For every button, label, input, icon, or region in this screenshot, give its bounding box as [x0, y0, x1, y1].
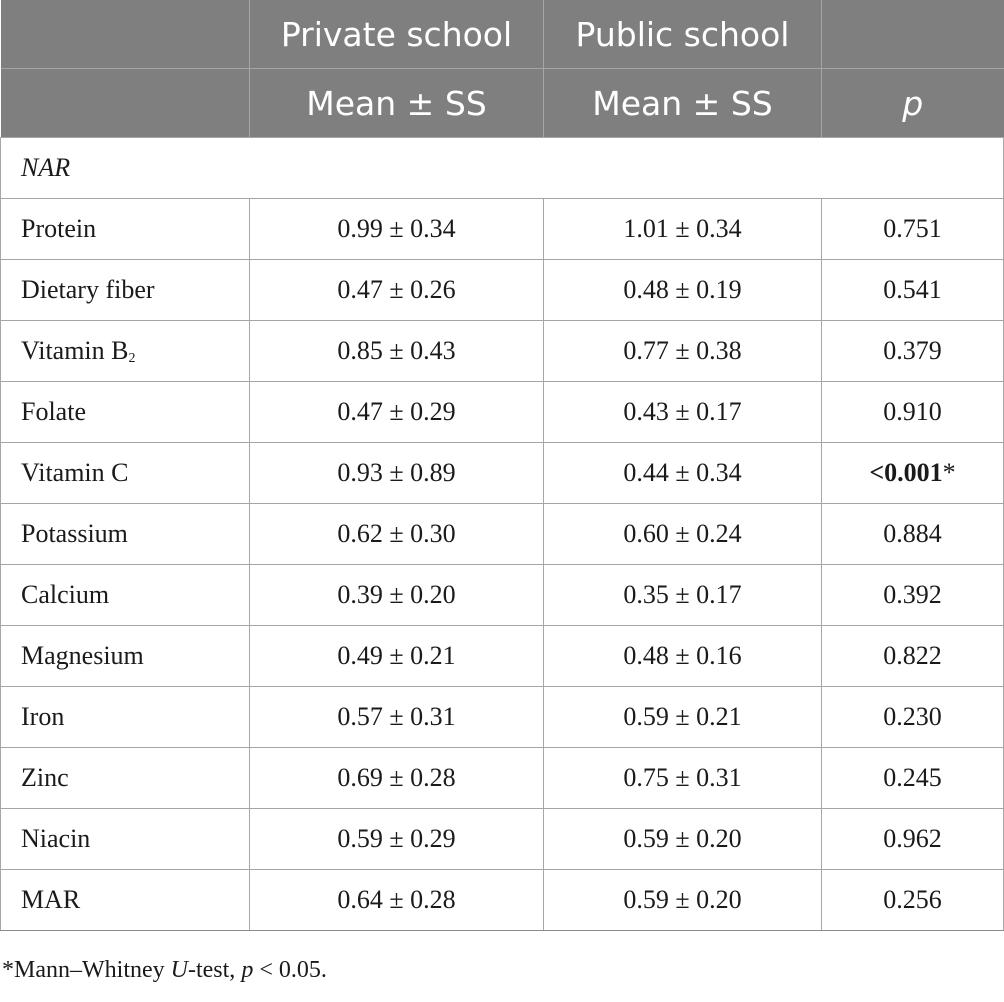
table-row — [1, 687, 1004, 748]
p-value-text: 0.230 — [883, 702, 942, 731]
public-value: 0.44 ± 0.34 — [544, 443, 822, 504]
p-value-text: 0.256 — [883, 885, 942, 914]
section-label: NAR — [1, 138, 1004, 199]
p-value — [822, 443, 1004, 504]
row-label — [1, 870, 250, 931]
header-private-school: Private school — [250, 0, 544, 69]
p-value — [822, 809, 1004, 870]
row-label-text: Zinc — [21, 763, 69, 792]
row-label — [1, 809, 250, 870]
header-p-value: p — [822, 69, 1004, 138]
private-value: 0.62 ± 0.30 — [250, 504, 544, 565]
row-label — [1, 199, 250, 260]
private-value: 0.47 ± 0.26 — [250, 260, 544, 321]
table-row — [1, 260, 1004, 321]
p-value-text: 0.910 — [883, 397, 942, 426]
public-value: 0.35 ± 0.17 — [544, 565, 822, 626]
header-empty-cell — [1, 0, 250, 69]
header-mean-sd-private: Mean ± SS — [250, 69, 544, 138]
table-row — [1, 199, 1004, 260]
p-value-mark: * — [942, 458, 956, 487]
p-value-text: 0.379 — [883, 336, 942, 365]
p-value — [822, 748, 1004, 809]
row-label — [1, 626, 250, 687]
header-mean-sd-public: Mean ± SS — [544, 69, 822, 138]
row-label — [1, 504, 250, 565]
header-empty-cell-2 — [822, 0, 1004, 69]
p-value — [822, 687, 1004, 748]
private-value: 0.39 ± 0.20 — [250, 565, 544, 626]
row-label — [1, 565, 250, 626]
private-value: 0.64 ± 0.28 — [250, 870, 544, 931]
private-value: 0.49 ± 0.21 — [250, 626, 544, 687]
row-label-text: Dietary fiber — [21, 275, 155, 304]
row-label-text: MAR — [21, 885, 81, 914]
row-label-text: Iron — [21, 702, 65, 731]
table-row — [1, 809, 1004, 870]
private-value: 0.99 ± 0.34 — [250, 199, 544, 260]
table-row — [1, 443, 1004, 504]
row-label-text: Vitamin C — [21, 458, 129, 487]
footnote-part1: *Mann–Whitney — [2, 957, 171, 983]
public-value: 0.48 ± 0.19 — [544, 260, 822, 321]
table-row — [1, 382, 1004, 443]
p-value — [822, 382, 1004, 443]
row-label — [1, 748, 250, 809]
row-label-subscript: 2 — [128, 350, 136, 366]
p-value — [822, 199, 1004, 260]
footnote-part5: < 0.05. — [253, 957, 327, 983]
p-value-text: 0.962 — [883, 824, 942, 853]
table-row — [1, 626, 1004, 687]
p-value — [822, 870, 1004, 931]
row-label-text: Potassium — [21, 519, 128, 548]
public-value: 0.75 ± 0.31 — [544, 748, 822, 809]
row-label-text: Folate — [21, 397, 86, 426]
p-value — [822, 626, 1004, 687]
row-label — [1, 321, 250, 382]
private-value: 0.59 ± 0.29 — [250, 809, 544, 870]
table-row — [1, 748, 1004, 809]
public-value: 1.01 ± 0.34 — [544, 199, 822, 260]
footnote-u: U — [170, 957, 188, 983]
row-label — [1, 382, 250, 443]
header-row-1 — [1, 0, 1004, 69]
p-value — [822, 321, 1004, 382]
public-value: 0.59 ± 0.20 — [544, 809, 822, 870]
p-value-text: 0.884 — [883, 519, 942, 548]
public-value: 0.77 ± 0.38 — [544, 321, 822, 382]
footnote-part3: -test, — [187, 957, 242, 983]
private-value: 0.57 ± 0.31 — [250, 687, 544, 748]
row-label-text: Calcium — [21, 580, 110, 609]
section-row — [1, 138, 1004, 199]
p-value-text: 0.751 — [883, 214, 942, 243]
public-value: 0.60 ± 0.24 — [544, 504, 822, 565]
p-value — [822, 504, 1004, 565]
row-label — [1, 687, 250, 748]
public-value: 0.43 ± 0.17 — [544, 382, 822, 443]
header-empty-cell-3 — [1, 69, 250, 138]
private-value: 0.69 ± 0.28 — [250, 748, 544, 809]
row-label — [1, 260, 250, 321]
p-value-text: 0.392 — [883, 580, 942, 609]
p-value-text: <0.001 — [869, 458, 943, 487]
row-label-text: Magnesium — [21, 641, 144, 670]
private-value: 0.85 ± 0.43 — [250, 321, 544, 382]
table-row — [1, 504, 1004, 565]
header-row-2 — [1, 69, 1004, 138]
p-value-text: 0.541 — [883, 275, 942, 304]
row-label-text: Protein — [21, 214, 97, 243]
table-row — [1, 870, 1004, 931]
row-label-text: Niacin — [21, 824, 91, 853]
p-value — [822, 565, 1004, 626]
header-public-school: Public school — [544, 0, 822, 69]
p-value-text: 0.822 — [883, 641, 942, 670]
row-label — [1, 443, 250, 504]
p-value — [822, 260, 1004, 321]
public-value: 0.59 ± 0.20 — [544, 870, 822, 931]
public-value: 0.59 ± 0.21 — [544, 687, 822, 748]
table-row — [1, 321, 1004, 382]
public-value: 0.48 ± 0.16 — [544, 626, 822, 687]
footnote — [2, 957, 327, 984]
footnote-p: p — [241, 957, 254, 983]
table-row — [1, 565, 1004, 626]
p-value-text: 0.245 — [883, 763, 942, 792]
private-value: 0.47 ± 0.29 — [250, 382, 544, 443]
private-value: 0.93 ± 0.89 — [250, 443, 544, 504]
row-label-text: Vitamin B — [21, 335, 129, 365]
